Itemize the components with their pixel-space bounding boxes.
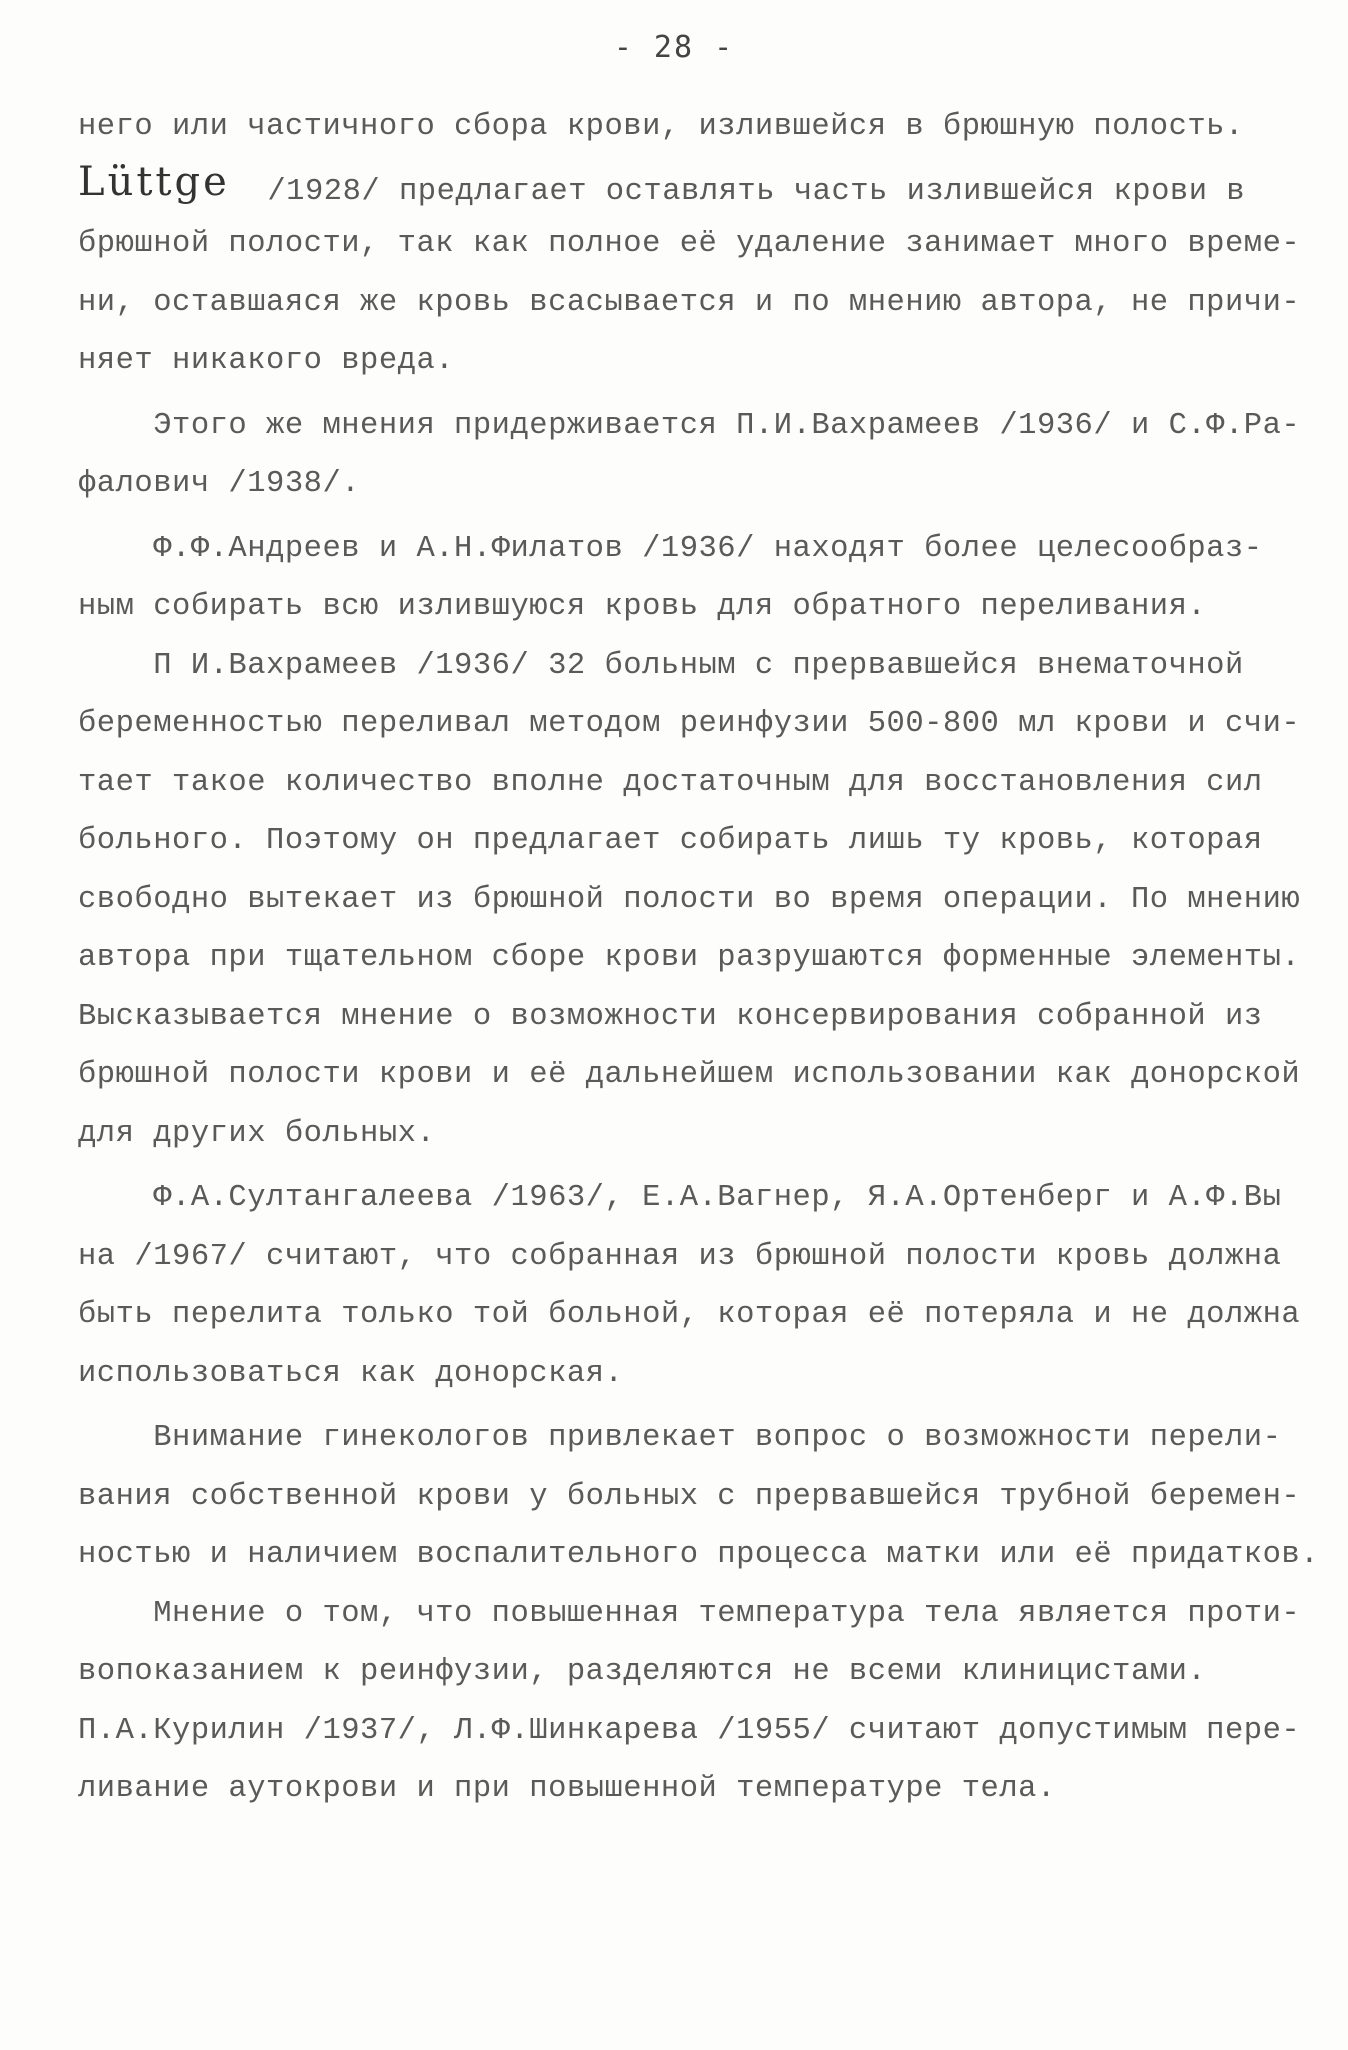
text-line: него или частичного сбора крови, излившейся в брюшную полость. [78,110,1244,144]
text-line: для других больных. [78,1116,436,1151]
handwritten-author-name: Lüttge [78,158,230,205]
text-line: Мнение о том, что повышенная температура тела является проти- [78,1596,1301,1631]
text-line [78,157,1278,216]
text-line: няет никакого вреда. [78,344,455,378]
text-line: вания собственной крови у больных с прервавшейся трубной беремен- [78,1479,1301,1514]
text-line: ни, оставшаяся же кровь всасывается и по мнению автора, не причи- [78,285,1301,320]
text-line: брюшной полости, так как полное её удаление занимает много време- [78,227,1301,261]
text-line: тает такое количество вполне достаточным для восстановления сил [78,765,1263,800]
text-line: быть перелита только той больной, которая её потеряла и не должна [78,1298,1301,1332]
text-line-rest: /1928/ предлагает оставлять часть излившейся крови в [229,174,1246,209]
text-line: ным собирать всю излившуюся кровь для обратного переливания. [78,590,1207,624]
text-line: автора при тщательном сборе крови разрушаются форменные элементы. [78,941,1301,975]
text-line: Высказывается мнение о возможности консервирования собранной из [78,999,1263,1034]
text-line: Внимание гинекологов привлекает вопрос о возможности перели- [78,1421,1282,1455]
body-text [78,98,1319,1819]
text-line: беременностью переливал методом реинфузии 500-800 мл крови и счи- [78,707,1301,741]
text-line: фалович /1938/. [78,467,361,501]
text-line: Этого же мнения придерживается П.И.Вахрамеев /1936/ и С.Ф.Ра- [78,408,1301,443]
text-line: больного. Поэтому он предлагает собирать лишь ту кровь, которая [78,824,1263,858]
text-line: ностью и наличием воспалительного процесса матки или её придатков. [78,1538,1319,1572]
text-line: вопоказанием к реинфузии, разделяются не всеми клиницистами. [78,1655,1207,1689]
page-number: - 28 - [613,30,735,65]
text-line: Ф.А.Султангалеева /1963/, Е.А.Вагнер, Я.А.Ортенберг и А.Ф.Вы [78,1181,1282,1215]
text-line: использоваться как донорская. [78,1356,624,1391]
text-line: на /1967/ считают, что собранная из брюшной полости кровь должна [78,1239,1282,1274]
text-line: Ф.Ф.Андреев и А.Н.Филатов /1936/ находят более целесообраз- [78,531,1263,566]
text-line: свободно вытекает из брюшной полости во время операции. По мнению [78,882,1301,917]
text-line: ливание аутокрови и при повышенной температуре тела. [78,1772,1056,1806]
text-line: брюшной полости крови и её дальнейшем использовании как донорской [78,1058,1301,1092]
text-line: П.А.Курилин /1937/, Л.Ф.Шинкарева /1955/ считают допустимым пере- [78,1713,1301,1748]
text-line: П И.Вахрамеев /1936/ 32 больным с прервавшейся внематочной [78,648,1244,683]
